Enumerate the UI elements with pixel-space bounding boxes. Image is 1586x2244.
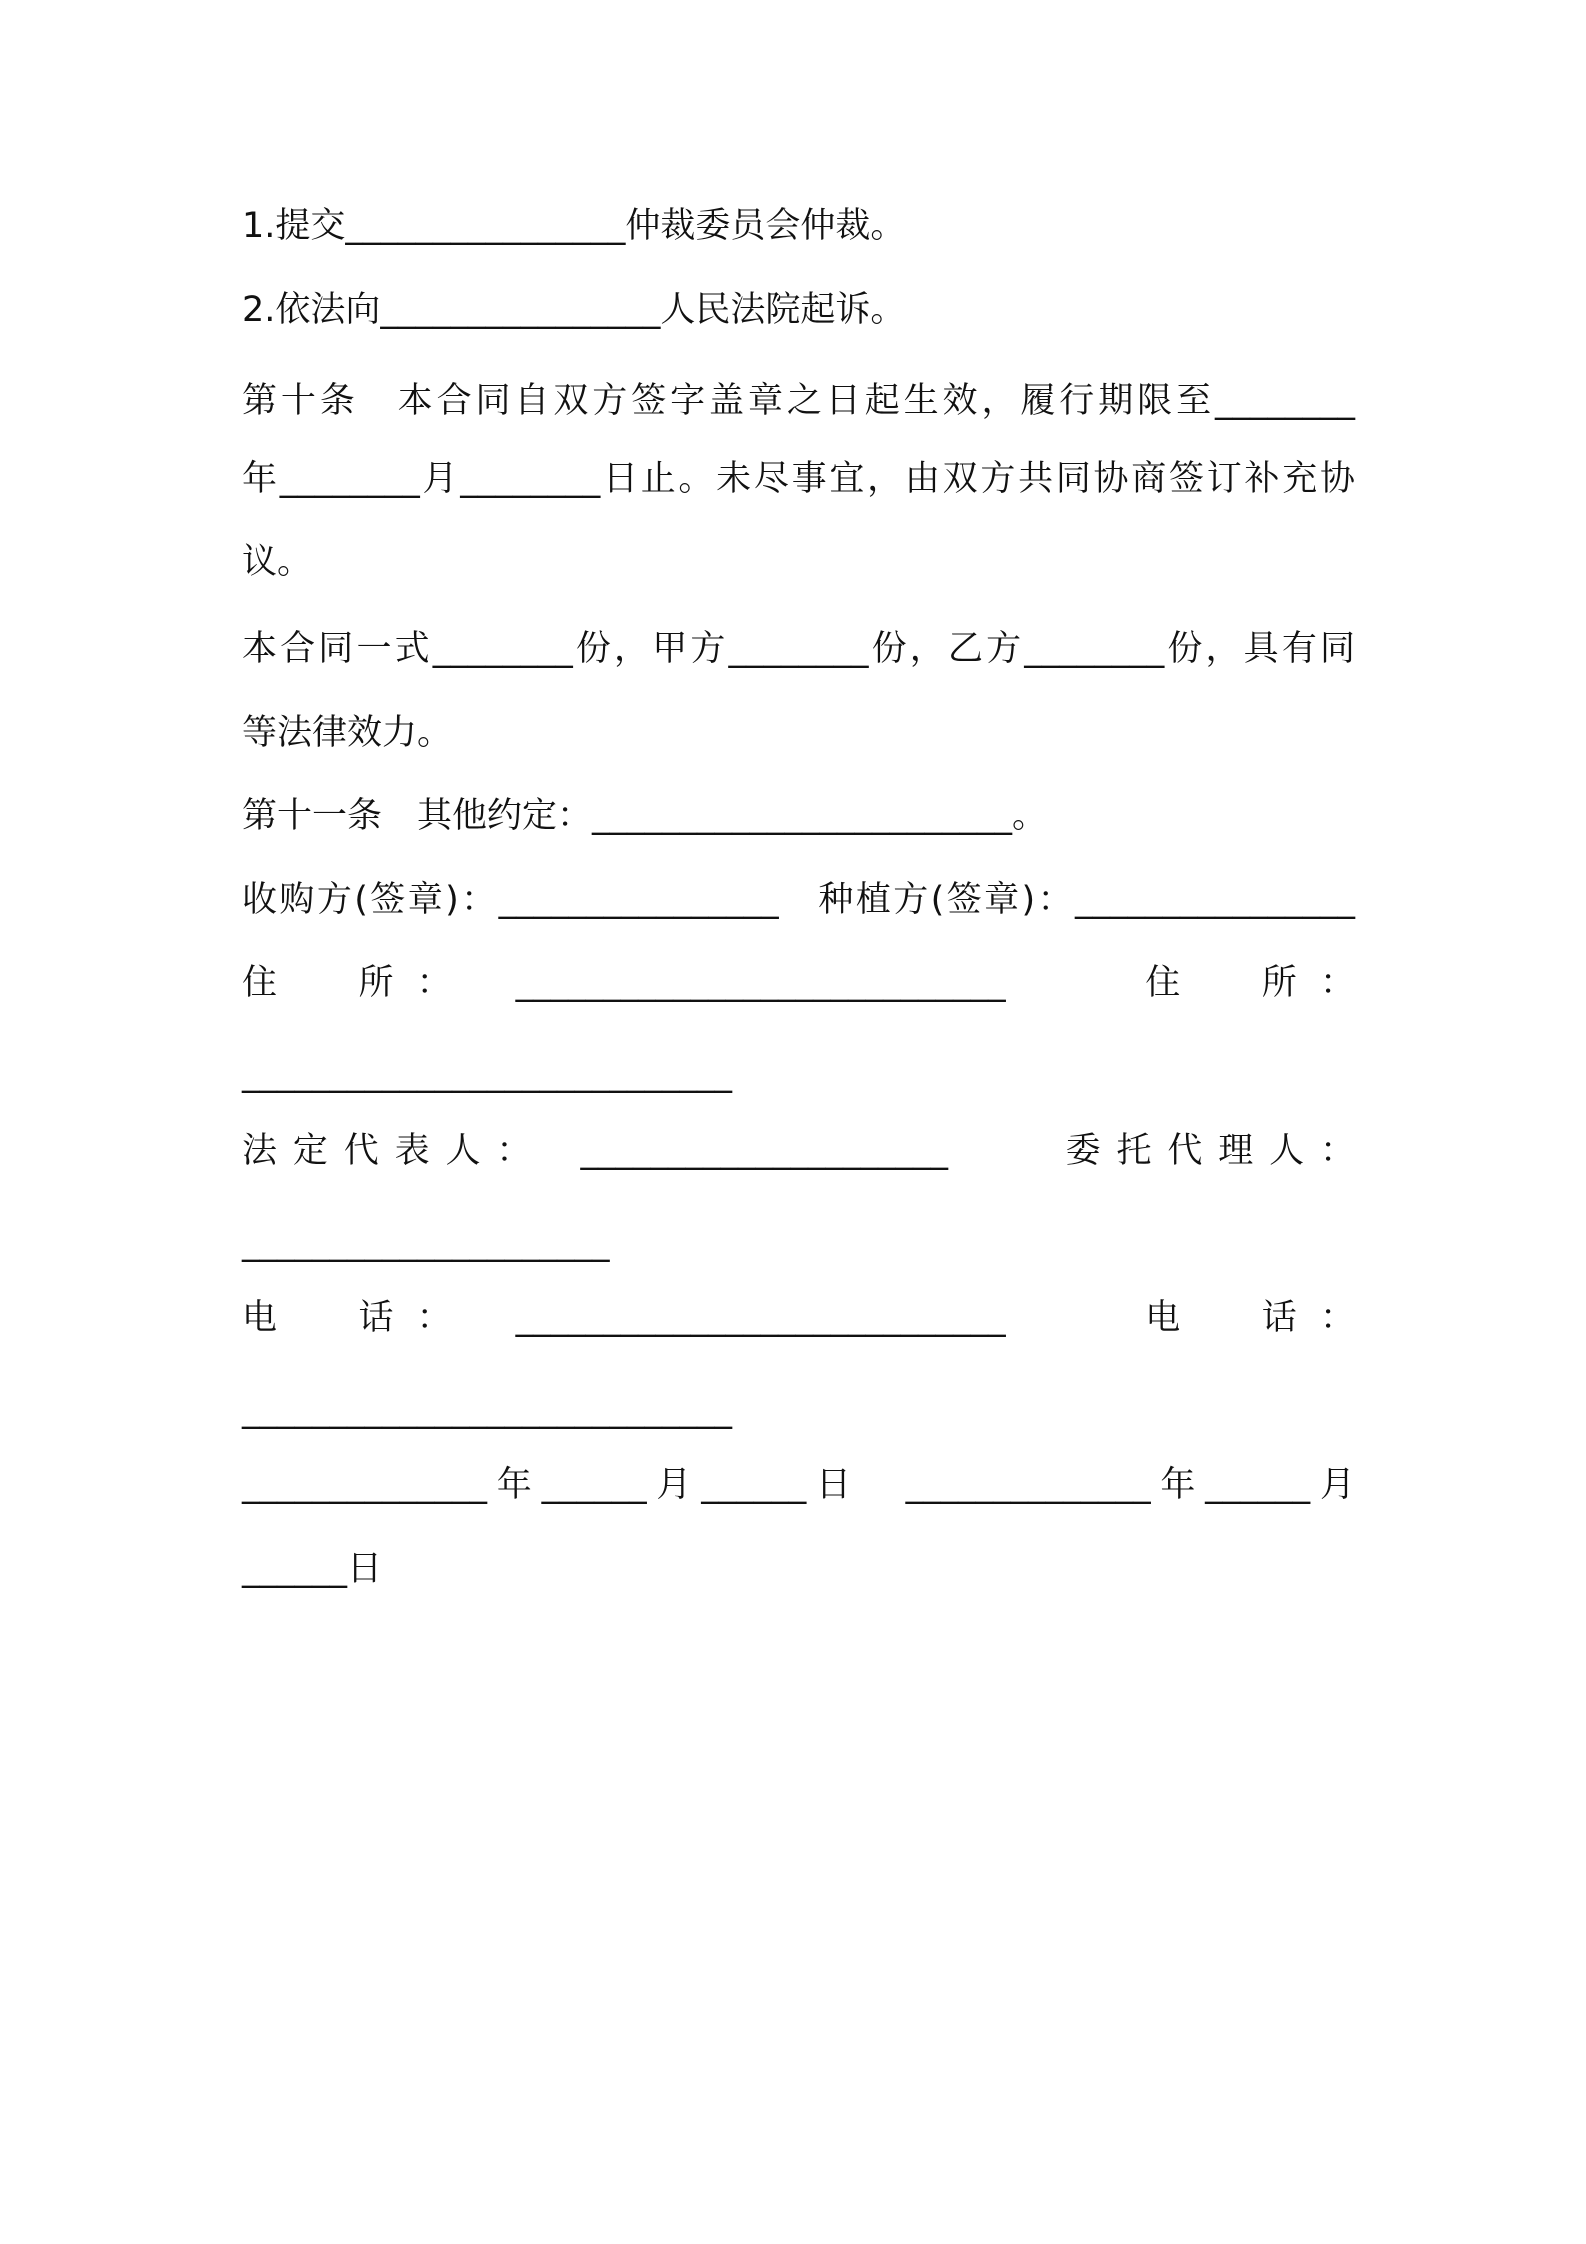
signature-parties-line: 收购方(签章)：________________ 种植方(签章)：________________	[242, 880, 1355, 920]
copies-clause-line-1: 本合同一式________份，甲方________份，乙方________份，具有同	[242, 629, 1355, 669]
phone-line: 电 话： ____________________________ 电 话：	[242, 1298, 1355, 1338]
article-ten-line-2: 年________月________日止。未尽事宜，由双方共同协商签订补充协	[242, 459, 1355, 499]
phone-blank-line: ____________________________	[242, 1390, 732, 1430]
copies-clause-line-2: 等法律效力。	[242, 713, 453, 753]
arbitration-option-line: 1.提交________________仲裁委员会仲裁。	[242, 206, 906, 246]
representative-line: 法定代表人： _____________________ 委托代理人：	[242, 1131, 1355, 1171]
address-line: 住 所： ____________________________ 住 所：	[242, 963, 1355, 1003]
litigation-option-line: 2.依法向________________人民法院起诉。	[242, 290, 906, 330]
date-line: ______________年______月______日 ______________年______月	[242, 1465, 1355, 1505]
date-line-end: ______日	[242, 1549, 383, 1589]
address-blank-line: ____________________________	[242, 1054, 732, 1094]
article-eleven-line: 第十一条 其他约定：________________________。	[242, 796, 1048, 836]
representative-blank-line: _____________________	[242, 1223, 610, 1263]
article-ten-line-3: 议。	[242, 542, 313, 582]
article-ten-line-1: 第十条 本合同自双方签字盖章之日起生效，履行期限至________	[242, 381, 1355, 421]
